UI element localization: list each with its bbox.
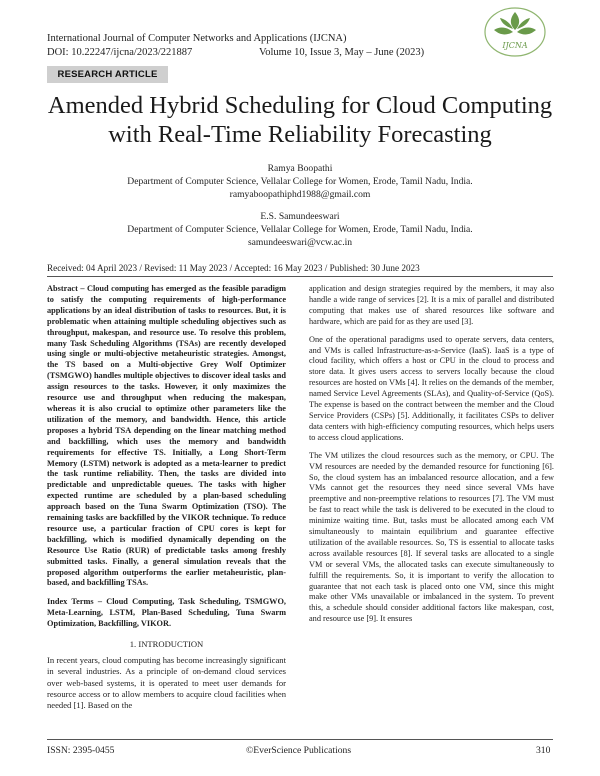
section-heading: 1. INTRODUCTION <box>129 639 204 650</box>
author-2 <box>30 210 570 249</box>
journal-name: International Journal of Computer Networks and Applications (IJCNA) <box>47 33 347 44</box>
author-email[interactable]: samundeeswari@vcw.ac.in <box>247 237 353 248</box>
volume-issue: Volume 10, Issue 3, May – June (2023) <box>259 47 425 58</box>
intro-paragraph: In recent years, cloud computing has become increasingly significant in several industries. As a principle of on-demand cloud services over web-based systems, it is operated to meet user demands for resource access or to allow members to acquire cloud facilities when needed [1]. Based on the <box>47 655 286 711</box>
abstract: Abstract – Cloud computing has emerged as the feasible paradigm to satisfy the computing requirements of high-performance applications by an ideal distribution of tasks to resources. But, it is problematic when attaining multiple scheduling objectives such as throughput, makespan, and resource use. To resolve this problem, many Task Scheduling Algorithms (TSAs) are recently developed using single or multi-objective metaheuristic strategies. Amongst, the TS based on a Multi-objective Grey Wolf Optimizer (TSMGWO) handles multiple objectives to discover ideal tasks and assign resources to the tasks. However, it only maximizes the resource use and throughput when reducing the makespan, whereas it is also crucial to optimize other parameters like the utilization of the memory, and bandwidth. Hence, this article proposes a hybrid TSA depending on the linear matching method and backfilling, which uses the memory and bandwidth requirements for effective TS. Initially, a Long Short-Term Memory (LSTM) network is adopted as a meta-learner to predict the task runtime reliability. Then, the tasks are divided into predictable and unpredictable queues. The tasks with higher expected runtime are scheduled by a plan-based scheduling approach based on the Tuna Swarm Optimization (TSO). The remaining tasks are backfilled by the VIKOR technique. To reduce resource use, a particular fraction of CPU cores is kept for backfilling, which is modified dynamically depending on the Resource Use Ratio (RUR) of predictable tasks among freshly submitted tasks. Finally, a general simulation reveals that the proposed algorithm outperforms the earlier metaheuristic, plan-based, and backfilling TSAs. <box>47 284 286 588</box>
author-affiliation: Department of Computer Science, Vellalar College for Women, Erode, Tamil Nadu, India. <box>127 224 473 235</box>
issn: ISSN: 2395-0455 <box>47 745 115 756</box>
divider <box>47 276 553 277</box>
title-line-1: Amended Hybrid Scheduling for Cloud Computing <box>47 92 553 119</box>
body-paragraph: The VM utilizes the cloud resources such as the memory, or CPU. The VM resources are needed by the demanded resource for functioning [6]. So, the cloud system has an imbalanced resource allocation, and a few VMs cannot get the resources they need since several VMs have preemptive and non-preemptive relations to resources [7]. The VM must be fast to react while the task is delivered to be executed in the cloud to minimize waiting time. But, tasks must be allocated among each VM simultaneously to maintain equilibrium and guarantee effective utilization of the available resources. So, TS is essential to allocate tasks across available resources [8]. If several tasks are allocated to a single VM or several VMs, the allocated tasks can execute simultaneously to fulfill the requirements. So, it is important to verify the allocation to guarantee that not each task is placed onto one VM, since this might make other VMs unavailable or imbalanced in the system. To prevent this, a schedule should consider additional factors like makespan, cost, and resource use [9]. It ensures <box>309 450 554 624</box>
author-1 <box>30 162 570 201</box>
title-line-2: with Real-Time Reliability Forecasting <box>108 121 492 148</box>
author-name: Ramya Boopathi <box>267 163 333 174</box>
journal-logo <box>480 4 550 60</box>
body-paragraph: application and design strategies required by the members, it may also handle a wide range of services [2]. It is a mix of parallel and distributed computing that makes use of shared resources like software and hardware, which are paid for as they are used [3]. <box>309 284 554 326</box>
index-terms: Index Terms – Cloud Computing, Task Scheduling, TSMGWO, Meta-Learning, LSTM, Plan-Based Scheduling, Tuna Swarm Optimization, Backfilling, VIKOR. <box>47 597 286 629</box>
page-number: 310 <box>536 745 551 756</box>
body-paragraph: One of the operational paradigms used to operate servers, data centers, and VMs is called Infrastructure-as-a-Service (IaaS). IaaS is a type of cloud facility, which offers a host or CPU in the cloud to process and store data. It gives users access to servers locally because the cloud resources are hosted on VMs [4]. It relies on the demands of the member, named Service Level Agreements (SLAs), and Quality-of-Service (QoS). The expense is based on the contract between the member and the Cloud Service Providers (CSPs) [5]. Additionally, it facilitates CSPs to deliver data centers with high-efficiency computing resources, which helps users to access cloud applications. <box>309 334 554 442</box>
author-affiliation: Department of Computer Science, Vellalar College for Women, Erode, Tamil Nadu, India. <box>127 176 473 187</box>
publisher: ©EverScience Publications <box>246 745 352 756</box>
author-name: E.S. Samundeeswari <box>260 211 340 222</box>
paper-title <box>30 91 570 149</box>
author-email[interactable]: ramyaboopathiphd1988@gmail.com <box>229 189 371 200</box>
doi: DOI: 10.22247/ijcna/2023/221887 <box>47 47 193 58</box>
publication-dates: Received: 04 April 2023 / Revised: 11 May 2023 / Accepted: 16 May 2023 / Published: 30 June 2023 <box>47 263 420 273</box>
logo-text: IJCNA <box>502 41 528 50</box>
article-type-badge: RESEARCH ARTICLE <box>47 66 168 83</box>
left-column <box>47 284 286 711</box>
footer-divider <box>47 739 553 740</box>
right-column <box>309 284 554 625</box>
